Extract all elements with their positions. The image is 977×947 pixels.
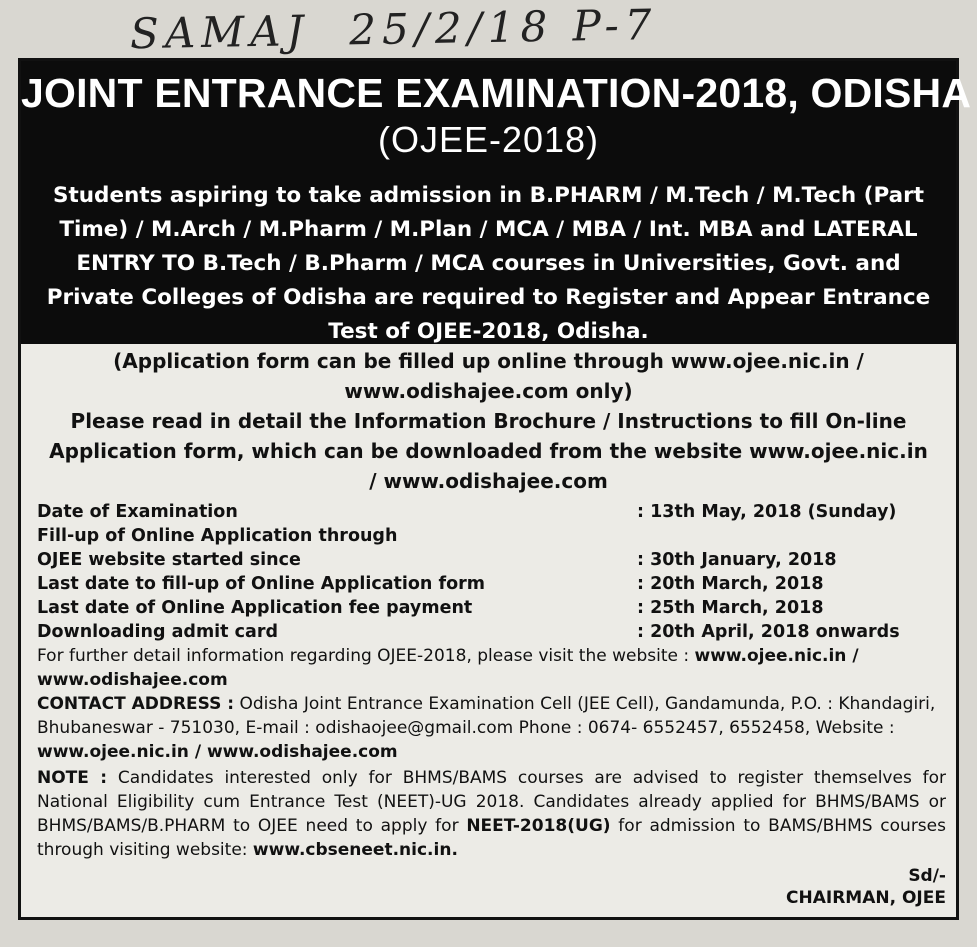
application-line-3: Please read in detail the Information Brochure / Instructions to fill On-line bbox=[70, 409, 907, 433]
note-block bbox=[37, 766, 946, 862]
signature-title: CHAIRMAN, OJEE bbox=[786, 888, 946, 908]
further-info bbox=[37, 644, 946, 692]
application-line-1: (Application form can be filled up online through www.ojee.nic.in / bbox=[113, 349, 864, 373]
page-subtitle: (OJEE-2018) bbox=[377, 119, 600, 160]
annotation-part2: 25/2/18 P-7 bbox=[348, 0, 658, 55]
schedule-row bbox=[37, 620, 947, 644]
note-website-link[interactable]: www.cbseneet.nic.in. bbox=[252, 840, 458, 860]
schedule-label: Date of Examination bbox=[37, 502, 238, 522]
schedule-row bbox=[37, 548, 947, 572]
note-neet: NEET-2018(UG) bbox=[466, 816, 611, 836]
schedule-label: Downloading admit card bbox=[37, 622, 278, 642]
signature-sd: Sd/- bbox=[908, 866, 946, 886]
contact-address bbox=[37, 692, 946, 764]
advertisement-frame bbox=[18, 58, 972, 920]
application-line-5: / www.odishajee.com bbox=[369, 469, 608, 493]
application-line-2: www.odishajee.com only) bbox=[344, 379, 633, 403]
schedule-row bbox=[37, 500, 947, 524]
further-info-text: For further detail information regarding OJEE-2018, please visit the website : bbox=[37, 646, 695, 666]
application-line-4: Application form, which can be downloaded from the website www.ojee.nic.in bbox=[49, 439, 928, 463]
eligibility-description: Students aspiring to take admission in B.PHARM / M.Tech / M.Tech (Part Time) / M.Arch / M.Pharm / M.Plan / MCA / MBA / Int. MBA and LATERAL ENTRY TO B.Tech / B.Pharm / MCA courses in Universities, Govt. and Private Colleges of Odisha are required to Register and Appear Entrance Test of OJEE-2018, Odisha. bbox=[46, 183, 931, 344]
note-text-2: for admission to BAMS/BHMS courses through visiting website: bbox=[37, 816, 946, 860]
note-label: NOTE : bbox=[37, 768, 108, 788]
page-title: JOINT ENTRANCE EXAMINATION-2018, ODISHA bbox=[21, 70, 972, 116]
contact-label: CONTACT ADDRESS : bbox=[37, 694, 235, 714]
schedule-row bbox=[37, 524, 947, 548]
schedule-value: : 13th May, 2018 (Sunday) bbox=[637, 502, 897, 522]
schedule-row bbox=[37, 596, 947, 620]
contact-details: Odisha Joint Entrance Examination Cell (JEE Cell), Gandamunda, P.O. : Khandagiri, Bhubaneswar - 751030, E-mail : odishaojee@gmail.com Phone : 0674- 6552457, 6552458, Website : bbox=[37, 694, 936, 738]
schedule-label: Last date to fill-up of Online Application form bbox=[37, 574, 485, 594]
schedule-label: Fill-up of Online Application through bbox=[37, 526, 398, 546]
header-block bbox=[21, 61, 972, 344]
contact-website-link[interactable]: www.ojee.nic.in / www.odishajee.com bbox=[37, 742, 398, 762]
application-instructions bbox=[21, 346, 956, 496]
further-info-link[interactable]: www.ojee.nic.in / www.odishajee.com bbox=[37, 646, 859, 690]
note-text-1: Candidates interested only for BHMS/BAMS courses are advised to register themselves for National Eligibility cum Entrance Test (NEET)-UG 2018. Candidates already applied for BHMS/BAMS or BHMS/BAMS/B.PHARM to OJEE need to apply for bbox=[37, 768, 946, 836]
schedule-value: : 30th January, 2018 bbox=[637, 550, 837, 570]
schedule-value: : 25th March, 2018 bbox=[637, 598, 824, 618]
schedule-table bbox=[37, 500, 947, 644]
signature bbox=[786, 865, 946, 909]
schedule-value: : 20th March, 2018 bbox=[637, 574, 824, 594]
schedule-row bbox=[37, 572, 947, 596]
schedule-value: : 20th April, 2018 onwards bbox=[637, 622, 900, 642]
annotation-part1: SAMAJ bbox=[129, 6, 310, 59]
schedule-label: Last date of Online Application fee payment bbox=[37, 598, 473, 618]
schedule-label: OJEE website started since bbox=[37, 550, 301, 570]
handwritten-annotation bbox=[130, 0, 731, 57]
